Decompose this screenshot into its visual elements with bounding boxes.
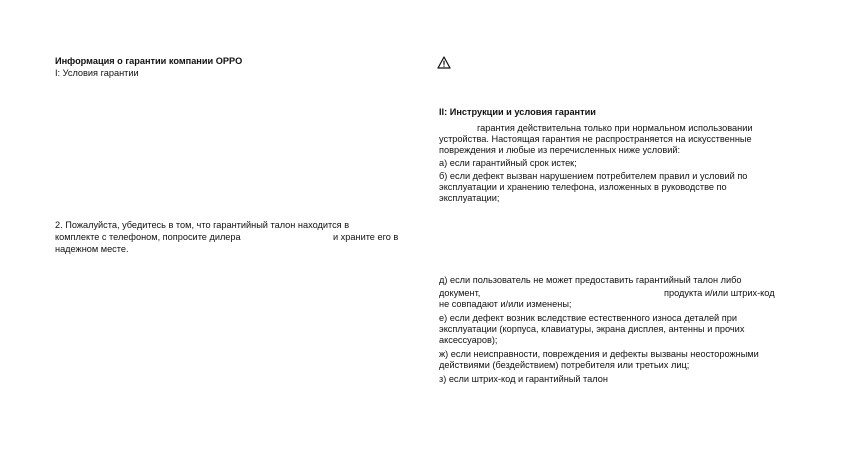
- paragraph-2-line-3: надежном месте.: [55, 244, 129, 254]
- section-2-heading: II: Инструкции и условия гарантии: [439, 107, 596, 117]
- condition-b-line-1: б) если дефект вызван нарушением потребителем правил и условий по: [439, 171, 748, 181]
- intro-line-2: устройства. Настоящая гарантия не распространяется на искусственные: [439, 134, 752, 144]
- condition-e-line-1: е) если дефект возник вследствие естественного износа деталей при: [439, 313, 737, 323]
- condition-z: з) если штрих-код и гарантийный талон: [439, 374, 608, 384]
- condition-d-line-3: не совпадают и/или изменены;: [439, 299, 572, 309]
- section-1-heading: I: Условия гарантии: [55, 68, 139, 78]
- condition-a: а) если гарантийный срок истек;: [439, 158, 577, 168]
- condition-d-line-1: д) если пользователь не может предоставить гарантийный талон либо: [439, 275, 742, 285]
- condition-d-line-2a: документ,: [439, 288, 481, 298]
- condition-e-line-3: аксессуаров);: [439, 335, 498, 345]
- intro-line-3: повреждения и любые из перечисленных ниже условий:: [439, 145, 681, 155]
- intro-line-1: гарантия действительна только при нормальном использовании: [477, 123, 753, 133]
- paragraph-2-line-2a: комплекте с телефоном, попросите дилера: [55, 232, 241, 242]
- warning-icon: [437, 56, 451, 69]
- condition-e-line-2: эксплуатации (корпуса, клавиатуры, экрана дисплея, антенны и прочих: [439, 324, 745, 334]
- condition-zh-line-2: действиями (бездействием) потребителя или третьих лиц;: [439, 360, 690, 370]
- paragraph-2-line-2b: и храните его в: [333, 232, 399, 242]
- condition-b-line-2: эксплуатации и хранению телефона, изложенных в руководстве по: [439, 182, 727, 192]
- condition-d-line-2b: продукта и/или штрих-код: [664, 288, 775, 298]
- document-title: Информация о гарантии компании OPPO: [55, 56, 243, 66]
- condition-zh-line-1: ж) если неисправности, повреждения и дефекты вызваны неосторожными: [439, 349, 759, 359]
- condition-b-line-3: эксплуатации;: [439, 193, 500, 203]
- paragraph-2-line-1: 2. Пожалуйста, убедитесь в том, что гарантийный талон находится в: [55, 220, 350, 230]
